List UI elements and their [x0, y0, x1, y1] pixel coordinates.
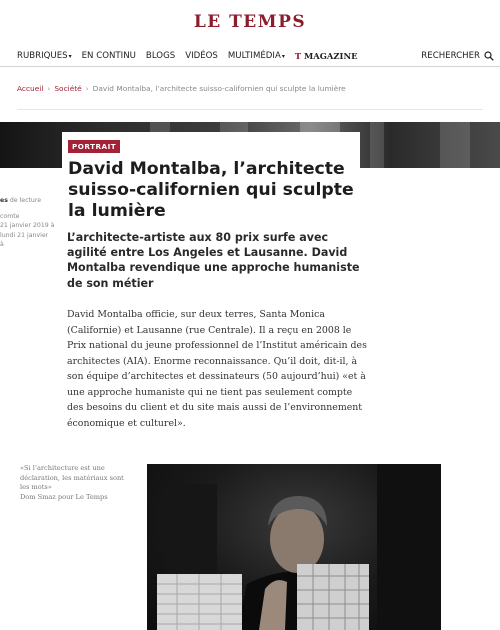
author-name[interactable]: comte	[0, 212, 20, 220]
site-logo[interactable]: LE TEMPS	[193, 12, 307, 32]
article-lead: L’architecte-artiste aux 80 prix surfe avec agilité entre Los Angeles et Lausanne. David Montalba revendique une approche humaniste de son métier	[67, 231, 360, 290]
publish-date: 21 janvier 2019 à	[0, 222, 55, 230]
nav-item-multimedia[interactable]	[228, 51, 285, 61]
nav-item-blogs[interactable]	[146, 51, 175, 61]
reading-time-value: es	[0, 197, 8, 204]
photo-credit: Dom Smaz pour Le Temps	[20, 492, 108, 501]
breadcrumb-home[interactable]: Accueil	[17, 84, 44, 93]
nav-label: EN CONTINU	[81, 51, 136, 61]
article-meta	[0, 196, 62, 250]
search-button[interactable]	[421, 51, 494, 61]
breadcrumb-separator: ›	[85, 84, 89, 93]
hero-light-beam	[440, 122, 470, 168]
nav-item-t-magazine[interactable]	[295, 51, 358, 61]
nav-label: BLOGS	[145, 51, 176, 61]
breadcrumb-section[interactable]: Société	[54, 84, 82, 93]
caret-down-icon: ▾	[68, 53, 72, 60]
article-photo	[147, 464, 441, 630]
breadcrumb-separator: ›	[47, 84, 51, 93]
nav-label: RUBRIQUES	[17, 51, 68, 61]
reading-time-label: de lecture	[9, 197, 42, 204]
nav-item-en-continu[interactable]	[82, 51, 136, 61]
category-tag[interactable]: PORTRAIT	[68, 140, 120, 153]
photo-caption	[20, 464, 124, 502]
search-label: RECHERCHER	[421, 51, 480, 61]
breadcrumb	[17, 84, 346, 93]
article-body: David Montalba officie, sur deux terres, Santa Monica (Californie) et Lausanne (rue Centrale). Il a reçu en 2008 le Prix national du jeune professionnel de l’Institut américain des architectes (AIA). Enorme reconnaissance. Qu’il doit, dit-il, à son équipe d’architectes et dessinateurs (50 aujourd’hui) «et à une approche humaniste qui ne tient pas seulement compte des besoins du client et du site mais aussi de l’environnement économique et culturel».	[67, 309, 367, 429]
caret-down-icon: ▾	[281, 53, 285, 60]
article-title: David Montalba, l’architecte suisso-californien qui sculpte la lumière	[68, 159, 354, 221]
nav-label: MAGAZINE	[304, 51, 358, 61]
t-magazine-logo: T	[294, 51, 302, 61]
modified-date-suffix: à	[0, 241, 4, 249]
hero-light-beam	[370, 122, 384, 168]
caption-quote: «Si l’architecture est une déclaration, les matériaux sont les mots»	[20, 464, 124, 492]
main-nav	[17, 47, 494, 65]
breadcrumb-current: David Montalba, l’architecte suisso-californien qui sculpte la lumière	[92, 84, 346, 93]
nav-label: VIDÉOS	[185, 51, 218, 61]
breadcrumb-divider	[17, 109, 483, 110]
search-icon	[484, 51, 494, 61]
modified-date: lundi 21 janvier	[0, 231, 49, 239]
portrait-illustration	[147, 464, 441, 630]
article-header	[62, 132, 360, 224]
nav-divider	[0, 66, 500, 67]
nav-item-videos[interactable]	[185, 51, 218, 61]
nav-label: MULTIMÉDIA	[227, 51, 281, 61]
reading-time	[0, 196, 62, 206]
nav-item-rubriques[interactable]	[17, 51, 72, 61]
